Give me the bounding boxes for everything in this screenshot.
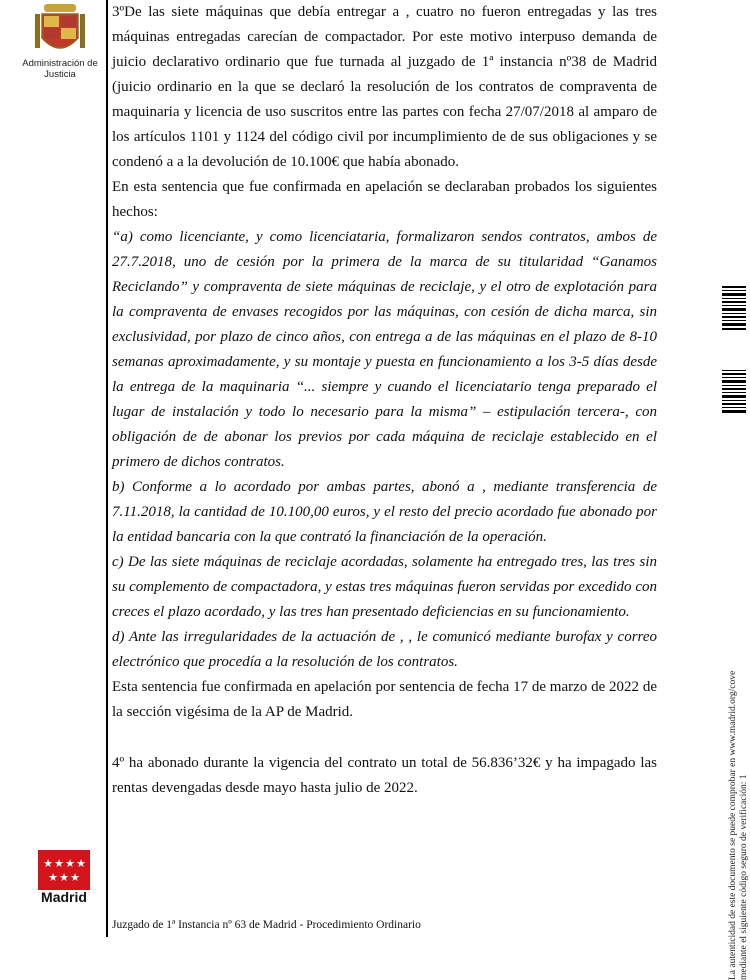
svg-text:★: ★ xyxy=(54,857,64,870)
document-body xyxy=(112,0,657,801)
fact-d: d) Ante las irregularidades de la actuación de , , le comunicó mediante burofax y correo electrónico que procedía a la resolución de los contratos. xyxy=(112,629,657,670)
verification-line-2: mediante el siguiente código seguro de verificación: 1 xyxy=(739,774,749,980)
svg-text:★: ★ xyxy=(65,857,75,870)
fact-c: c) De las siete máquinas de reciclaje acordadas, solamente ha entregado tres, las tres sin su complemento de compactadora, y estas tres máquinas fueron servidas por excedido con creces el plazo acordado, y las tres han presentado deficiencias en su funcionamiento. xyxy=(112,554,657,620)
paragraph-3: 3ºDe las siete máquinas que debía entregar a , cuatro no fueron entregadas y las tres máquinas entregadas carecían de compactador. Por este motivo interpuso demanda de juicio declarativo ordinario que fue turnada al juzgado de 1ª instancia nº38 de Madrid (juicio ordinario en la que se declaró la resolución de los contratos de compraventa de maquinaria y licencia de uso suscritos entre las partes con fecha 27/07/2018 al amparo de los artículos 1101 y 1124 del código civil por incumplimiento de de sus obligaciones y se condenó a a la devolución de 10.100€ que había abonado. xyxy=(112,4,657,170)
barcode-icon xyxy=(722,370,746,416)
coat-of-arms-icon xyxy=(34,2,86,60)
spacer xyxy=(112,725,657,751)
barcode-icon xyxy=(722,286,746,332)
margin-rule xyxy=(106,0,108,937)
madrid-label: Madrid xyxy=(41,889,87,905)
org-name: Administración de Justicia xyxy=(22,58,98,80)
verification-line-1: La autenticidad de este documento se puede comprobar en www.madrid.org/cove xyxy=(728,670,738,980)
svg-text:★: ★ xyxy=(48,871,58,884)
svg-text:★: ★ xyxy=(43,857,53,870)
appeal-confirmation: Esta sentencia fue confirmada en apelación por sentencia de fecha 17 de marzo de 2022 de la sección vigésima de la AP de Madrid. xyxy=(112,679,657,720)
left-margin xyxy=(0,0,105,937)
svg-text:★: ★ xyxy=(76,857,86,870)
fact-a: “a) como licenciante, y como licenciataria, formalizaron sendos contratos, ambos de 27.7.2018, uno de cesión por la primera de la marca de su titularidad “Ganamos Reciclando” y compraventa de siete máquinas de reciclaje, y el otro de explotación para la compraventa de envases recogidos por las máquinas, con cesión de dicha marca, sin exclusividad, por plazo de cinco años, con entrega a de las máquinas en el plazo de 8-10 semanas aproximadamente, y su montaje y puesta en funcionamiento a los 3-5 días desde la entrega de la maquinaria “... siempre y cuando el licenciatario tenga preparado el lugar de instalación y todo lo necesario para la misma” – estipulación tercera-, con obligación de de abonar los previos por cada máquina de reciclaje establecido en el primero de dichos contratos. xyxy=(112,229,657,470)
svg-text:★: ★ xyxy=(59,871,69,884)
madrid-logo xyxy=(38,850,90,890)
svg-text:★: ★ xyxy=(70,871,80,884)
verification-note xyxy=(728,420,750,980)
footer: Juzgado de 1ª Instancia nº 63 de Madrid - Procedimiento Ordinario xyxy=(112,919,421,931)
fact-b: b) Conforme a lo acordado por ambas partes, abonó a , mediante transferencia de 7.11.2018, la cantidad de 10.100,00 euros, y el resto del precio acordado fue abonado por la entidad bancaria con la que contrató la financiación de la operación. xyxy=(112,479,657,545)
paragraph-intro: En esta sentencia que fue confirmada en apelación se declaraban probados los siguientes hechos: xyxy=(112,179,657,220)
star-icon xyxy=(38,850,90,890)
paragraph-4: 4º ha abonado durante la vigencia del contrato un total de 56.836’32€ y ha impagado las rentas devengadas desde mayo hasta julio de 2022. xyxy=(112,755,657,796)
